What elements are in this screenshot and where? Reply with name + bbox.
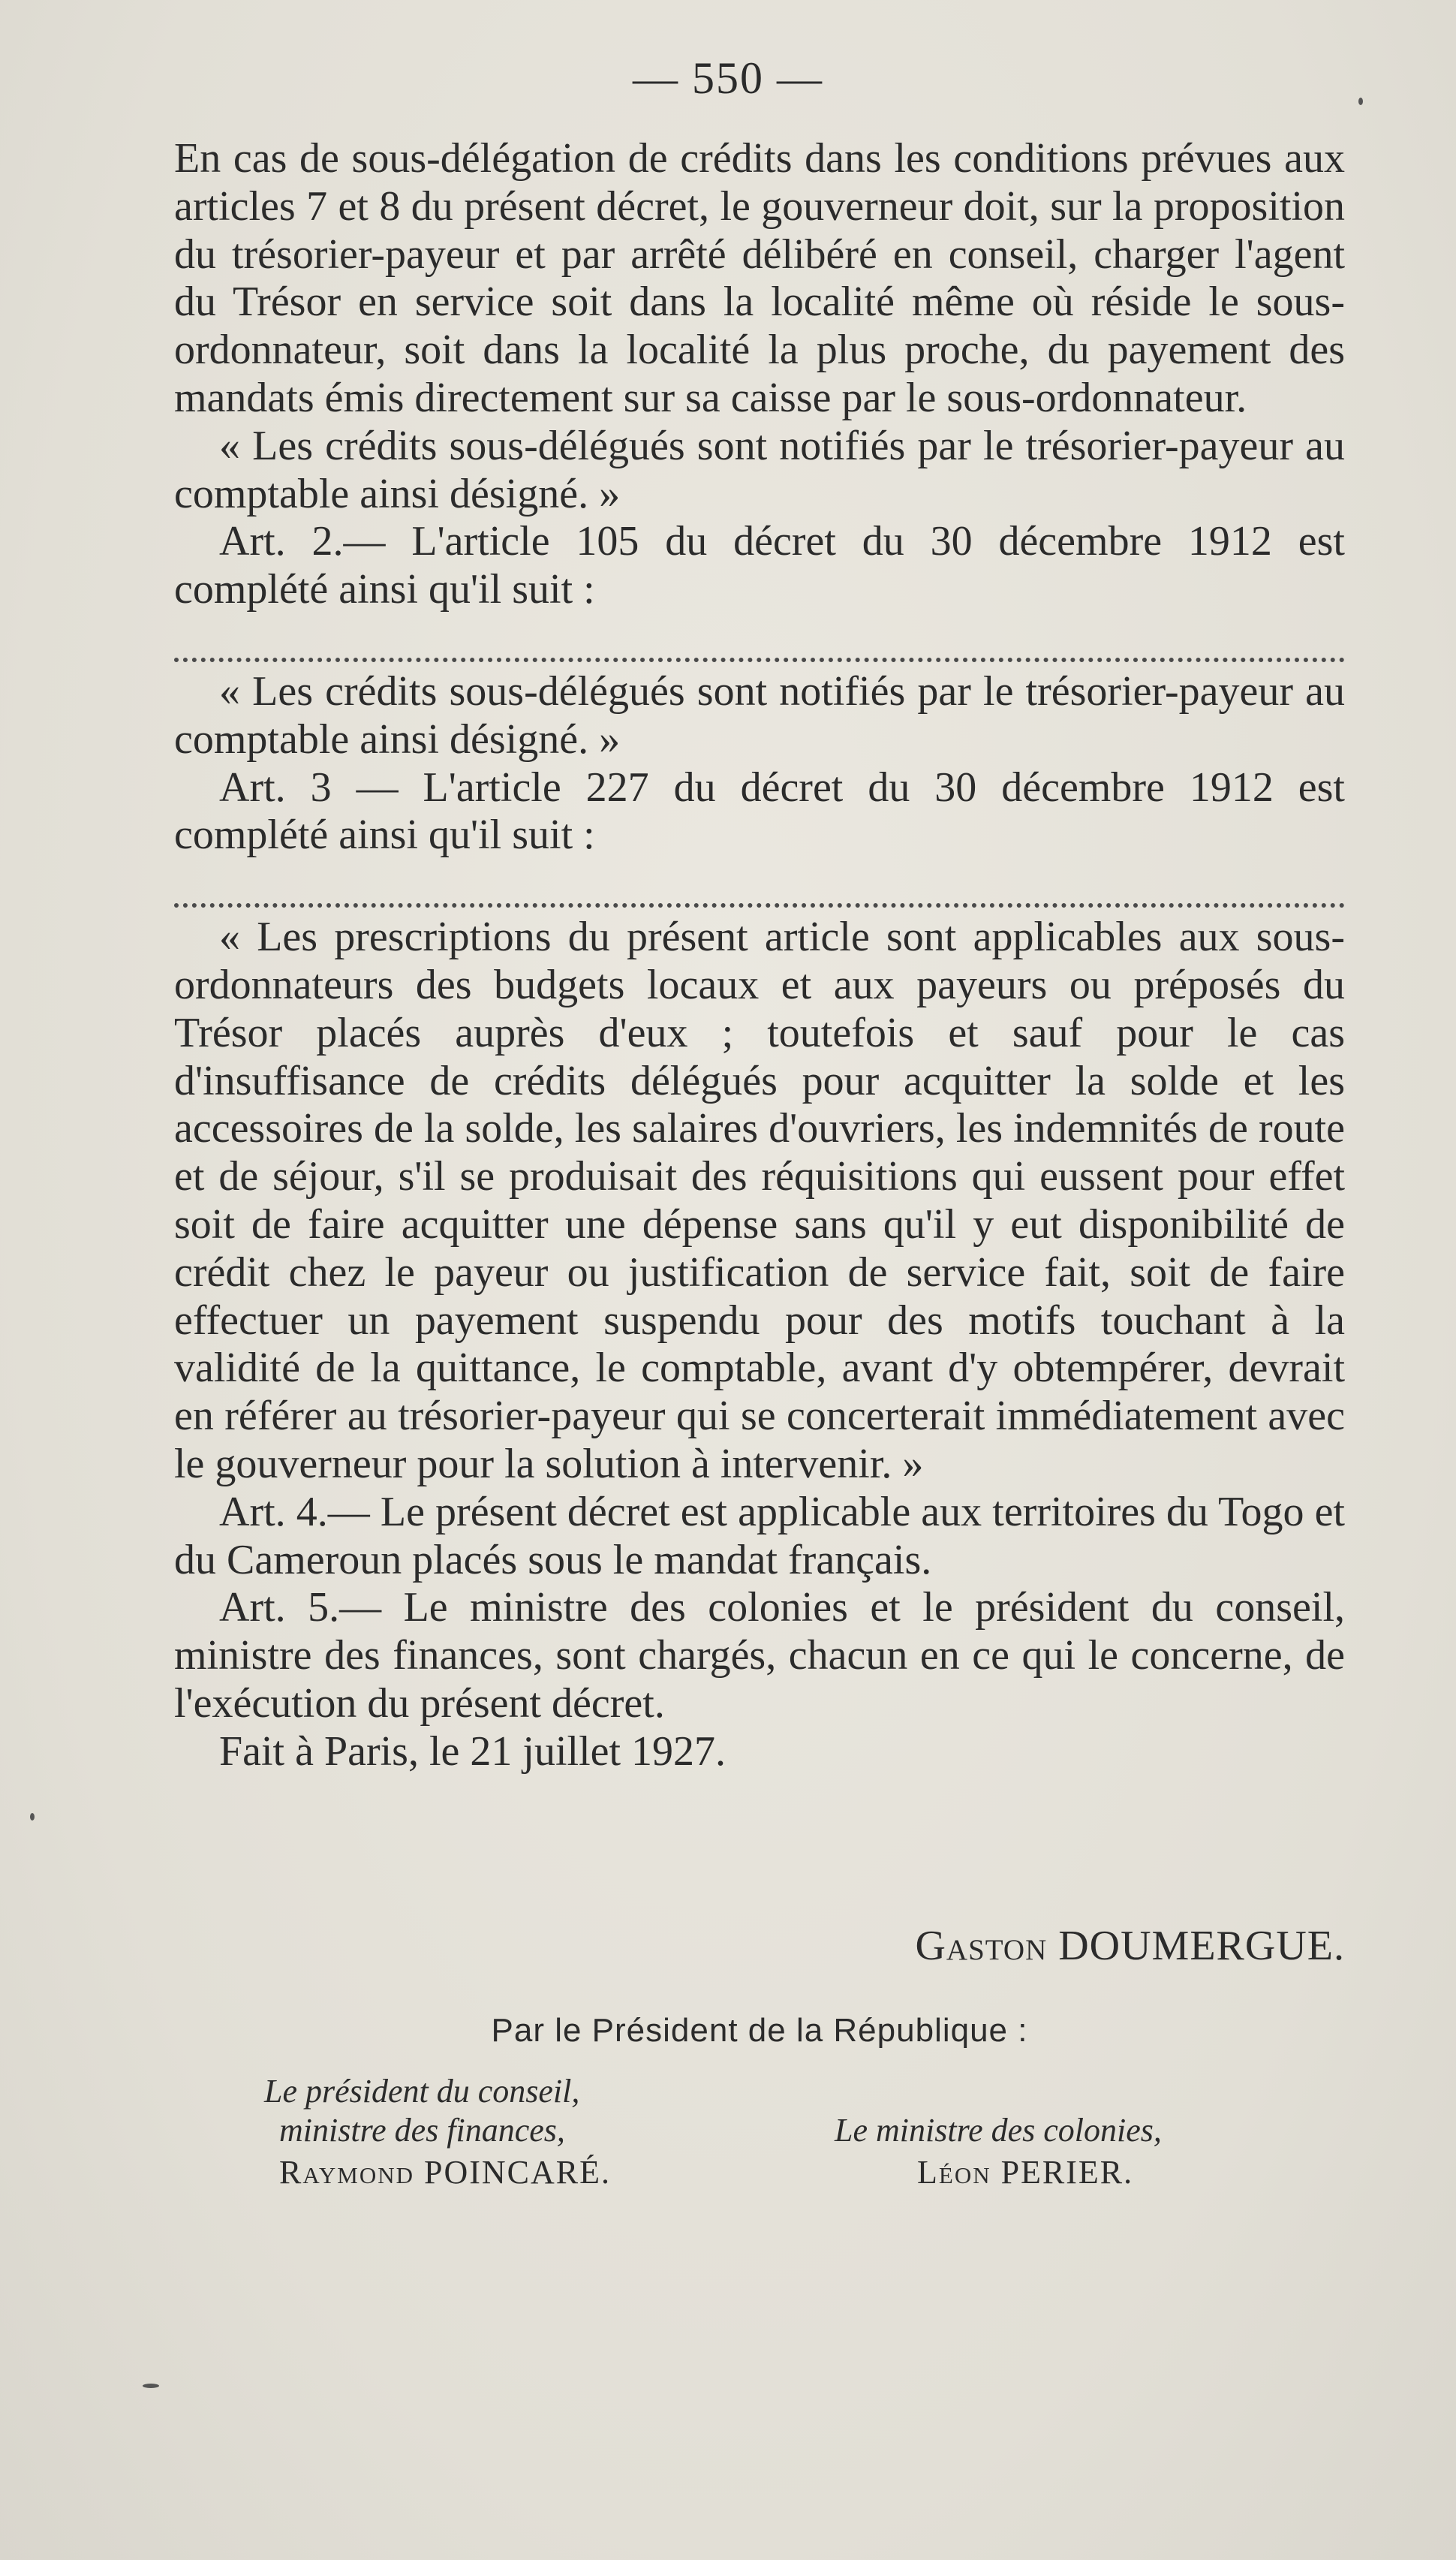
paper-speck bbox=[143, 2384, 159, 2388]
paper-speck bbox=[1358, 98, 1363, 105]
page-number: — 550 — bbox=[633, 53, 823, 103]
article-body bbox=[174, 135, 1345, 1776]
paragraph-notification-1: « Les crédits sous-délégués sont notifiés par le trésorier-payeur au comptable ainsi désigné. » bbox=[174, 422, 1345, 517]
paragraph-notification-2: « Les crédits sous-délégués sont notifiés par le trésorier-payeur au comptable ainsi désigné. » bbox=[174, 667, 1345, 763]
signature-right bbox=[835, 2111, 1162, 2192]
paragraph-article-3: Art. 3 — L'article 227 du décret du 30 décembre 1912 est complété ainsi qu'il suit : bbox=[174, 763, 1345, 859]
paragraph-article-4: Art. 4.— Le présent décret est applicable aux territoires du Togo et du Cameroun placés sous le mandat français. bbox=[174, 1488, 1345, 1583]
signature-left-title: Le président du conseil, bbox=[264, 2073, 580, 2110]
signature-right-name: Léon PERIER. bbox=[917, 2154, 1134, 2191]
signature-left-name: Raymond POINCARÉ. bbox=[279, 2154, 612, 2191]
signature-left bbox=[264, 2072, 611, 2192]
dotted-separator bbox=[174, 620, 1345, 662]
paragraph-subdelegation: En cas de sous-délégation de crédits dans les conditions prévues aux articles 7 et 8 du présent décret, le gouverneur doit, sur la proposition du trésorier-payeur et par arrêté délibéré en conseil, charger l'agent du Trésor en service soit dans la localité même où réside le sous-ordonnateur, soit dans la localité la plus proche, du payement des mandats émis directement sur sa caisse par le sous-ordonnateur. bbox=[174, 135, 1345, 421]
signature-main: Gaston DOUMERGUE. bbox=[915, 1923, 1345, 1969]
paragraph-prescriptions: « Les prescriptions du présent article sont applicables aux sous-ordonnateurs des budgets locaux et aux payeurs ou préposés du Trésor placés auprès d'eux ; toutefois et sauf pour le cas d'insuffisance de crédits délégués pour acquitter la solde et les accessoires de la solde, les salaires d'ouvriers, les indemnités de route et de séjour, s'il se produisait des réquisitions qui eussent pour effet soit de faire acquitter une dépense sans qu'il y eut disponibilité de crédit chez le payeur ou justification de service fait, soit de faire effectuer un payement suspendu pour des motifs touchant à la validité de la quittance, le comptable, avant d'y obtempérer, devrait en référer au trésorier-payeur qui se concerterait immédiatement avec le gouverneur pour la solution à intervenir. » bbox=[174, 914, 1345, 1487]
paragraph-place-date: Fait à Paris, le 21 juillet 1927. bbox=[219, 1727, 726, 1775]
dotted-separator bbox=[174, 866, 1345, 908]
signature-left-subtitle: ministre des finances, bbox=[279, 2112, 565, 2149]
paper-speck bbox=[30, 1813, 35, 1821]
signature-authority: Par le Président de la République : bbox=[491, 2012, 1028, 2049]
paragraph-article-5: Art. 5.— Le ministre des colonies et le président du conseil, ministre des finances, sont chargés, chacun en ce qui le concerne, de l'exécution du présent décret. bbox=[174, 1584, 1345, 1727]
paragraph-article-2: Art. 2.— L'article 105 du décret du 30 décembre 1912 est complété ainsi qu'il suit : bbox=[174, 518, 1345, 613]
signature-right-title: Le ministre des colonies, bbox=[835, 2112, 1162, 2149]
